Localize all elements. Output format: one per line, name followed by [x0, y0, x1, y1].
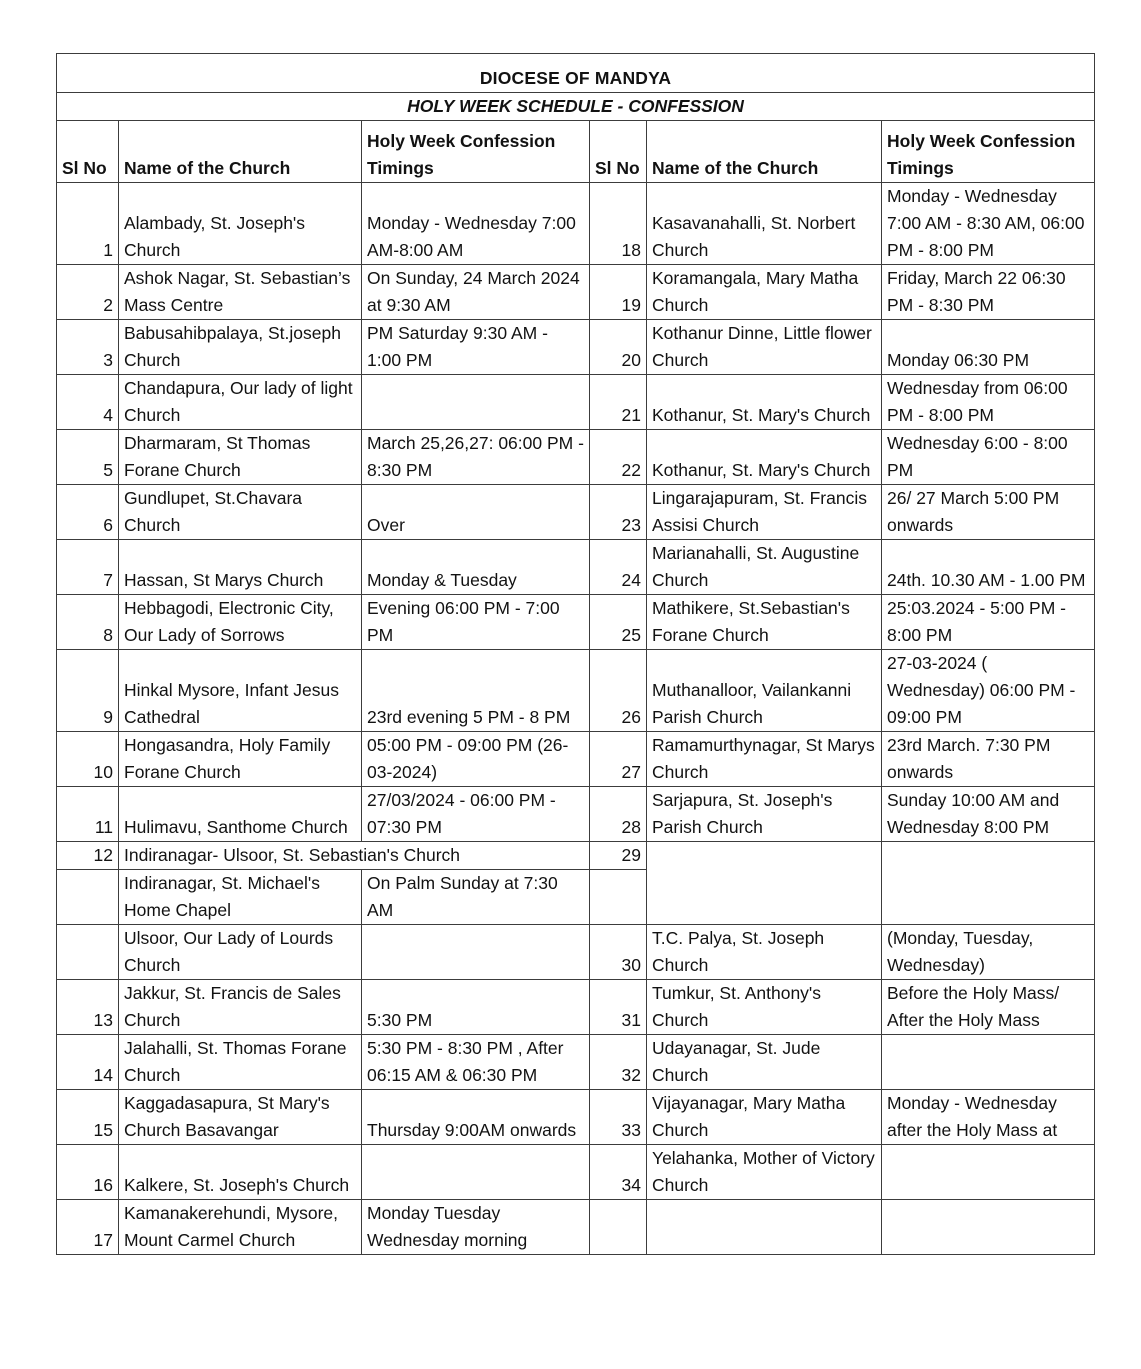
row-slno-right: [590, 870, 647, 925]
title-banner-row: [57, 54, 1095, 93]
row-slno-left: 13: [57, 980, 119, 1035]
row-slno-right: 29: [590, 842, 647, 870]
row-timing-left: 05:00 PM - 09:00 PM (26-03-2024): [362, 732, 590, 787]
row-church-left: Hebbagodi, Electronic City, Our Lady of Sorrows: [119, 595, 362, 650]
row-slno-left: 3: [57, 320, 119, 375]
row-slno-left: 14: [57, 1035, 119, 1090]
row-slno-left: 12: [57, 842, 119, 870]
row-church-left: Chandapura, Our lady of light Church: [119, 375, 362, 430]
row-timing-left: [362, 1145, 590, 1200]
row-church-left: Kalkere, St. Joseph's Church: [119, 1145, 362, 1200]
row-slno-right: 27: [590, 732, 647, 787]
header-slno-right: Sl No: [590, 121, 647, 183]
row-church-right: Kasavanahalli, St. Norbert Church: [647, 183, 882, 265]
column-header-row: [57, 121, 1095, 183]
row-church-right: Yelahanka, Mother of Victory Church: [647, 1145, 882, 1200]
header-name-right: Name of the Church: [647, 121, 882, 183]
row-church-right: Marianahalli, St. Augustine Church: [647, 540, 882, 595]
row-church-right: Vijayanagar, Mary Matha Church: [647, 1090, 882, 1145]
table-row: [57, 925, 1095, 980]
row-slno-left: 15: [57, 1090, 119, 1145]
row-timing-left: [362, 375, 590, 430]
row-slno-left: [57, 925, 119, 980]
row-slno-right: 24: [590, 540, 647, 595]
row-timing-left: 5:30 PM - 8:30 PM , After 06:15 AM & 06:30 PM: [362, 1035, 590, 1090]
row-slno-left: 17: [57, 1200, 119, 1255]
row-timing-left: 23rd evening 5 PM - 8 PM: [362, 650, 590, 732]
table-row: [57, 183, 1095, 265]
header-timings-left: Holy Week Confession Timings: [362, 121, 590, 183]
row-slno-right: 19: [590, 265, 647, 320]
row-church-right: Kothanur, St. Mary's Church: [647, 430, 882, 485]
row-church-left: Dharmaram, St Thomas Forane Church: [119, 430, 362, 485]
table-row: [57, 1035, 1095, 1090]
row-timing-left: PM Saturday 9:30 AM - 1:00 PM: [362, 320, 590, 375]
row-slno-left: 6: [57, 485, 119, 540]
row-slno-left: 11: [57, 787, 119, 842]
row-slno-right: [590, 1200, 647, 1255]
table-row: [57, 430, 1095, 485]
row-timing-right: [882, 1035, 1095, 1090]
row-church-right: [647, 842, 882, 925]
table-row: [57, 485, 1095, 540]
schedule-sheet: [56, 53, 1094, 1255]
row-slno-left: 9: [57, 650, 119, 732]
table-row: [57, 1145, 1095, 1200]
row-slno-right: 28: [590, 787, 647, 842]
row-church-right: [647, 1200, 882, 1255]
table-row: [57, 595, 1095, 650]
row-church-right: Mathikere, St.Sebastian's Forane Church: [647, 595, 882, 650]
row-church-left: Alambady, St. Joseph's Church: [119, 183, 362, 265]
row-church-right: Muthanalloor, Vailankanni Parish Church: [647, 650, 882, 732]
row-timing-right: 26/ 27 March 5:00 PM onwards: [882, 485, 1095, 540]
row-slno-left: 8: [57, 595, 119, 650]
row-slno-left: 1: [57, 183, 119, 265]
table-row: [57, 265, 1095, 320]
row-timing-left: Thursday 9:00AM onwards: [362, 1090, 590, 1145]
row-slno-right: 33: [590, 1090, 647, 1145]
table-row: [57, 320, 1095, 375]
row-timing-right: Sunday 10:00 AM and Wednesday 8:00 PM: [882, 787, 1095, 842]
row-slno-right: 25: [590, 595, 647, 650]
row-church-left: Ulsoor, Our Lady of Lourds Church: [119, 925, 362, 980]
row-church-right: Udayanagar, St. Jude Church: [647, 1035, 882, 1090]
table-row: [57, 1200, 1095, 1255]
row-slno-left: 10: [57, 732, 119, 787]
row-slno-left: [57, 870, 119, 925]
row-church-right: Tumkur, St. Anthony's Church: [647, 980, 882, 1035]
row-timing-right: 24th. 10.30 AM - 1.00 PM: [882, 540, 1095, 595]
page-subtitle: HOLY WEEK SCHEDULE - CONFESSION: [57, 93, 1095, 121]
row-church-left: Hassan, St Marys Church: [119, 540, 362, 595]
row-timing-left: March 25,26,27: 06:00 PM - 8:30 PM: [362, 430, 590, 485]
row-timing-right: Wednesday 6:00 - 8:00 PM: [882, 430, 1095, 485]
row-church-right: Lingarajapuram, St. Francis Assisi Church: [647, 485, 882, 540]
row-slno-right: 30: [590, 925, 647, 980]
row-church-left: Jakkur, St. Francis de Sales Church: [119, 980, 362, 1035]
row-church-left: Gundlupet, St.Chavara Church: [119, 485, 362, 540]
table-row: [57, 787, 1095, 842]
row-timing-left: Monday & Tuesday: [362, 540, 590, 595]
row-church-left: Kamanakerehundi, Mysore, Mount Carmel Church: [119, 1200, 362, 1255]
row-slno-left: 4: [57, 375, 119, 430]
row-church-left: Jalahalli, St. Thomas Forane Church: [119, 1035, 362, 1090]
row-slno-right: 18: [590, 183, 647, 265]
row-timing-right: Monday 06:30 PM: [882, 320, 1095, 375]
row-timing-right: (Monday, Tuesday, Wednesday): [882, 925, 1095, 980]
header-slno-left: Sl No: [57, 121, 119, 183]
row-timing-left: Over: [362, 485, 590, 540]
table-row: [57, 980, 1095, 1035]
table-row: [57, 732, 1095, 787]
row-timing-left: Evening 06:00 PM - 7:00 PM: [362, 595, 590, 650]
table-row: [57, 540, 1095, 595]
row-slno-left: 7: [57, 540, 119, 595]
row-timing-right: [882, 842, 1095, 925]
row-timing-right: Wednesday from 06:00 PM - 8:00 PM: [882, 375, 1095, 430]
table-row: [57, 842, 1095, 870]
row-timing-right: 23rd March. 7:30 PM onwards: [882, 732, 1095, 787]
row-church-left: Indiranagar, St. Michael's Home Chapel: [119, 870, 362, 925]
row-timing-right: 27-03-2024 ( Wednesday) 06:00 PM - 09:00 PM: [882, 650, 1095, 732]
row-timing-right: [882, 1145, 1095, 1200]
row-church-right: Sarjapura, St. Joseph's Parish Church: [647, 787, 882, 842]
row-timing-right: 25:03.2024 - 5:00 PM - 8:00 PM: [882, 595, 1095, 650]
row-slno-right: 23: [590, 485, 647, 540]
table-row: [57, 375, 1095, 430]
holy-week-confession-table: [56, 53, 1095, 1255]
row-slno-right: 21: [590, 375, 647, 430]
row-church-left: Indiranagar- Ulsoor, St. Sebastian's Church: [119, 842, 590, 870]
row-church-left: Hulimavu, Santhome Church: [119, 787, 362, 842]
row-church-left: Kaggadasapura, St Mary's Church Basavangar: [119, 1090, 362, 1145]
subtitle-banner-row: [57, 93, 1095, 121]
row-slno-left: 16: [57, 1145, 119, 1200]
row-slno-right: 34: [590, 1145, 647, 1200]
row-slno-right: 26: [590, 650, 647, 732]
row-timing-left: Monday Tuesday Wednesday morning: [362, 1200, 590, 1255]
row-timing-left: Monday - Wednesday 7:00 AM-8:00 AM: [362, 183, 590, 265]
row-church-left: Hinkal Mysore, Infant Jesus Cathedral: [119, 650, 362, 732]
header-timings-right: Holy Week Confession Timings: [882, 121, 1095, 183]
row-church-left: Hongasandra, Holy Family Forane Church: [119, 732, 362, 787]
table-row: [57, 650, 1095, 732]
row-timing-right: Before the Holy Mass/ After the Holy Mass: [882, 980, 1095, 1035]
row-slno-right: 31: [590, 980, 647, 1035]
row-timing-right: Monday - Wednesday after the Holy Mass at: [882, 1090, 1095, 1145]
header-name-left: Name of the Church: [119, 121, 362, 183]
row-timing-left: 27/03/2024 - 06:00 PM - 07:30 PM: [362, 787, 590, 842]
page-title: DIOCESE OF MANDYA: [57, 54, 1095, 93]
row-slno-right: 32: [590, 1035, 647, 1090]
row-timing-left: On Sunday, 24 March 2024 at 9:30 AM: [362, 265, 590, 320]
row-timing-right: [882, 1200, 1095, 1255]
row-timing-left: On Palm Sunday at 7:30 AM: [362, 870, 590, 925]
row-timing-right: Friday, March 22 06:30 PM - 8:30 PM: [882, 265, 1095, 320]
row-church-right: T.C. Palya, St. Joseph Church: [647, 925, 882, 980]
row-church-right: Koramangala, Mary Matha Church: [647, 265, 882, 320]
row-church-left: Ashok Nagar, St. Sebastian’s Mass Centre: [119, 265, 362, 320]
row-slno-left: 2: [57, 265, 119, 320]
row-slno-right: 20: [590, 320, 647, 375]
row-church-right: Ramamurthynagar, St Marys Church: [647, 732, 882, 787]
table-row: [57, 1090, 1095, 1145]
row-timing-left: [362, 925, 590, 980]
row-timing-right: Monday - Wednesday 7:00 AM - 8:30 AM, 06:00 PM - 8:00 PM: [882, 183, 1095, 265]
row-church-right: Kothanur Dinne, Little flower Church: [647, 320, 882, 375]
row-church-right: Kothanur, St. Mary's Church: [647, 375, 882, 430]
row-timing-left: 5:30 PM: [362, 980, 590, 1035]
row-church-left: Babusahibpalaya, St.joseph Church: [119, 320, 362, 375]
row-slno-left: 5: [57, 430, 119, 485]
row-slno-right: 22: [590, 430, 647, 485]
